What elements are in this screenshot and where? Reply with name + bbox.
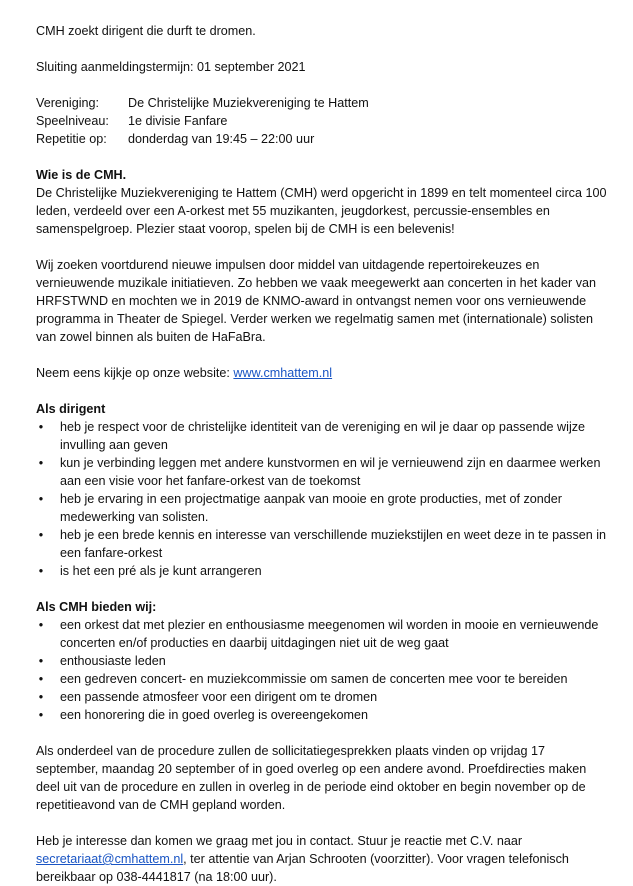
list-item: • heb je respect voor de christelijke identiteit van de vereniging en wil je daar op passende wijze invulling aan geven — [36, 418, 609, 454]
spacer — [36, 238, 609, 256]
list-item: • een honorering die in goed overleg is overeengekomen — [36, 706, 609, 724]
info-value: donderdag van 19:45 – 22:00 uur — [128, 132, 315, 146]
info-label: Vereniging: — [36, 96, 100, 110]
conductor-heading: Als dirigent — [36, 402, 106, 416]
info-row-speelniveau — [36, 112, 609, 130]
info-row-repetitie — [36, 130, 609, 148]
spacer — [36, 40, 609, 58]
spacer — [36, 148, 609, 166]
spacer — [36, 382, 609, 400]
spacer — [36, 814, 609, 832]
info-value: De Christelijke Muziekvereniging te Hattem — [128, 96, 369, 110]
info-row-vereniging — [36, 94, 609, 112]
contact-prefix: Heb je interesse dan komen we graag met jou in contact. Stuur je reactie met C.V. naar — [36, 834, 523, 848]
spacer — [36, 346, 609, 364]
info-block — [36, 94, 609, 148]
title-line: CMH zoekt dirigent die durft te dromen. — [36, 24, 256, 38]
spacer — [36, 724, 609, 742]
conductor-list — [36, 418, 609, 580]
list-item: • een passende atmosfeer voor een dirigent om te dromen — [36, 688, 609, 706]
contact-suffix: , ter attentie van Arjan Schrooten (voorzitter). Voor vragen telefonisch bereikbaar op 038-4441817 (na 18:00 uur). — [36, 852, 569, 884]
info-label: Repetitie op: — [36, 132, 107, 146]
info-value: 1e divisie Fanfare — [128, 114, 228, 128]
offer-heading: Als CMH bieden wij: — [36, 600, 157, 614]
impulses-paragraph: Wij zoeken voortdurend nieuwe impulsen door middel van uitdagende repertoirekeuzes en vernieuwende muzikale initiatieven. Zo hebben we vaak meegewerkt aan concerten in het kader van HRFSTWND en mochten we in 2019 de KNMO-award in ontvangst nemen voor ons vernieuwende programma in Theater de Spiegel. Verder werken we regelmatig samen met (internationale) solisten van zowel binnen als buiten de HaFaBra. — [36, 258, 597, 344]
list-item: • een orkest dat met plezier en enthousiasme meegenomen wil worden in mooie en vernieuwende concerten en/of producties en daarbij uitdagingen niet uit de weg gaat — [36, 616, 609, 652]
info-label: Speelniveau: — [36, 114, 109, 128]
about-heading: Wie is de CMH. — [36, 168, 127, 182]
list-item: • kun je verbinding leggen met andere kunstvormen en wil je vernieuwend zijn en daarmee werken aan een visie voor het fanfare-orkest van de toekomst — [36, 454, 609, 490]
spacer — [36, 580, 609, 598]
spacer — [36, 76, 609, 94]
procedure-paragraph: Als onderdeel van de procedure zullen de sollicitatiegesprekken plaats vinden op vrijdag 17 september, maandag 20 september of in goed overleg op een andere avond. Proefdirecties maken deel uit van de procedure en zullen in overleg in de periode eind oktober en begin november op de repetitieavond van de CMH gepland worden. — [36, 744, 587, 812]
list-item: • heb je een brede kennis en interesse van verschillende muziekstijlen en weet deze in te passen in een fanfare-orkest — [36, 526, 609, 562]
about-paragraph: De Christelijke Muziekvereniging te Hattem (CMH) werd opgericht in 1899 en telt momenteel circa 100 leden, verdeeld over een A-orkest met 55 muzikanten, jeugdorkest, percussie-ensembles en samenspelgroep. Plezier staat voorop, spelen bij de CMH is een belevenis! — [36, 186, 607, 236]
website-link[interactable]: www.cmhattem.nl — [233, 366, 333, 380]
list-item: • enthousiaste leden — [36, 652, 609, 670]
list-item: • een gedreven concert- en muziekcommissie om samen de concerten mee voor te bereiden — [36, 670, 609, 688]
closing-date: Sluiting aanmeldingstermijn: 01 september 2021 — [36, 60, 306, 74]
website-prefix: Neem eens kijkje op onze website: — [36, 366, 234, 380]
contact-paragraph — [36, 832, 609, 886]
website-line — [36, 364, 609, 382]
email-link[interactable]: secretariaat@cmhattem.nl — [36, 852, 184, 866]
list-item: • is het een pré als je kunt arrangeren — [36, 562, 609, 580]
list-item: • heb je ervaring in een projectmatige aanpak van mooie en grote producties, met of zonder medewerking van solisten. — [36, 490, 609, 526]
offer-list — [36, 616, 609, 724]
